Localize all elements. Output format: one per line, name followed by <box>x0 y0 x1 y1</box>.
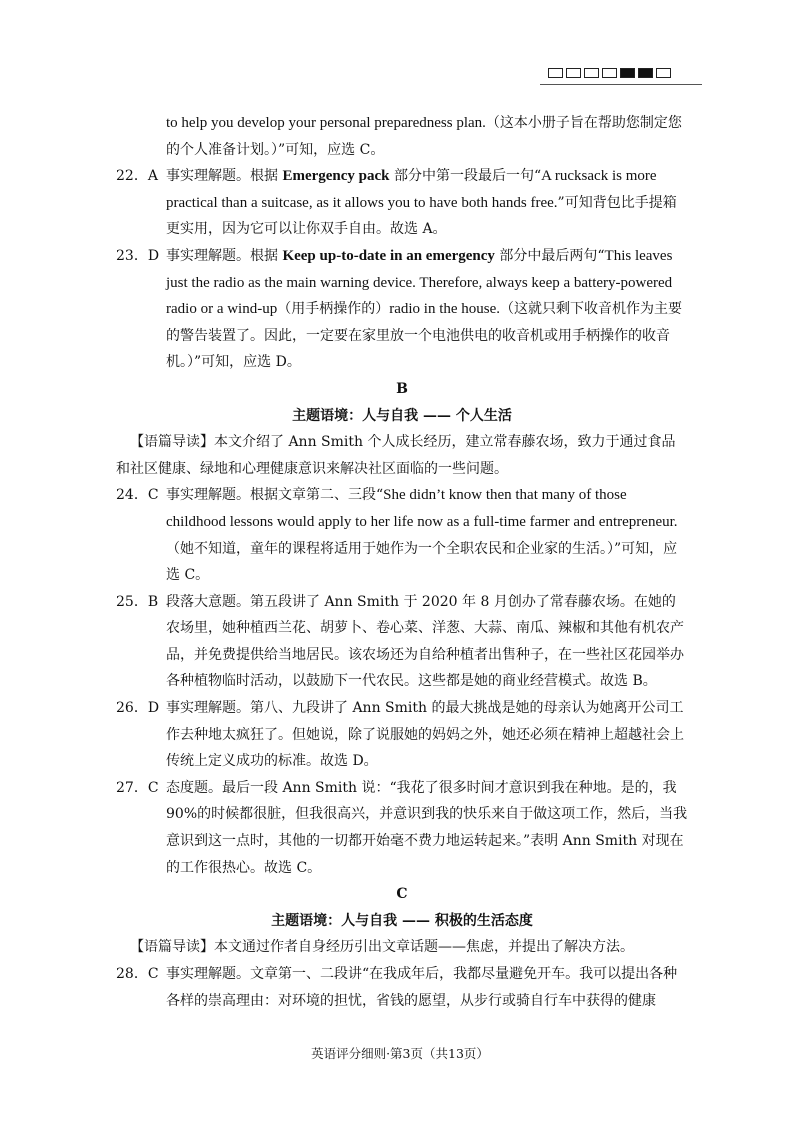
question-number: 23．D <box>116 247 160 264</box>
answer-q24: 24．C 事实理解题。根据文章第二、三段“She didn’t know then that many of those childhood lessons would apply to her life now as a full-time farmer and entrepreneur.（她不知道，童年的课程将适用于她作为一个全职农民和企业家的生活。）”可知，应选 C。 <box>116 482 688 588</box>
section-reference: Emergency pack <box>282 168 390 185</box>
header-mark <box>620 68 635 78</box>
section-theme-b: 主题语境：人与自我 —— 个人生活 <box>292 407 512 424</box>
header-mark <box>584 68 599 78</box>
answer-q26: 26．D 事实理解题。第八、九段讲了 Ann Smith 的最大挑战是她的母亲认为她离开公司工作去种地太疯狂了。但她说，除了说服她的妈妈之外，她还必须在精神上超越社会上传统上定义成功的标准。故选 D。 <box>116 695 688 775</box>
answer-q25: 25．B 段落大意题。第五段讲了 Ann Smith 于 2020 年 8 月创办了常春藤农场。在她的农场里，她种植西兰花、胡萝卜、卷心菜、洋葱、大蒜、南瓜、辣椒和其他有机农产品，并免费提供给当地居民。该农场还为自给种植者出售种子，在一些社区花园举办各种植物临时活动，以鼓励下一代农民。这些都是她的商业经营模式。故选 B。 <box>116 589 688 695</box>
header-mark <box>566 68 581 78</box>
header-mark <box>602 68 617 78</box>
question-number: 22．A <box>116 168 158 185</box>
passage-guide-c: 【语篇导读】本文通过作者自身经历引出文章话题——焦虑，并提出了解决方法。 <box>130 939 634 956</box>
quoted-text: A rucksack is more practical than a suitcase, as it allows you to have both hands free. <box>166 168 657 211</box>
answer-q22: 22．A 事实理解题。根据 Emergency pack 部分中第一段最后一句“A rucksack is more practical than a suitcase, as it allows you to have both hands free.”可知背包比手提箱更实用，因为它可以让你双手自由。故选 A。 <box>116 163 688 243</box>
header-mark <box>548 68 563 78</box>
question-number: 25．B <box>116 593 159 610</box>
section-letter-c: C <box>396 886 408 903</box>
section-theme-c: 主题语境：人与自我 —— 积极的生活态度 <box>271 912 533 929</box>
header-mark <box>656 68 671 78</box>
answer-q28: 28．C 事实理解题。文章第一、二段讲“在我成年后，我都尽量避免开车。我可以提出各种各样的崇高理由：对环境的担忧，省钱的愿望，从步行或骑自行车中获得的健康 <box>116 961 688 1014</box>
passage-guide-b: 【语篇导读】本文介绍了 Ann Smith 个人成长经历，建立常春藤农场，致力于通过食品和社区健康、绿地和心理健康意识来解决社区面临的一些问题。 <box>116 434 676 477</box>
q21-continuation: to help you develop your personal preparedness plan.（这本小册子旨在帮助您制定您的个人准备计划。）”可知，应选 C。 <box>166 115 682 158</box>
question-number: 28．C <box>116 966 159 982</box>
section-reference: Keep up-to-date in an emergency <box>282 247 495 264</box>
question-number: 27．C <box>116 779 159 796</box>
header-mark <box>638 68 653 78</box>
header-marks <box>548 68 671 78</box>
question-number: 24．C <box>116 487 159 504</box>
quoted-text: This leaves just the radio as the main warning device. Therefore, always keep a battery-powered radio or a wind-up <box>166 247 673 318</box>
answer-q23: 23．D 事实理解题。根据 Keep up-to-date in an emergency 部分中最后两句“This leaves just the radio as the main warning device. Therefore, always keep a battery-powered radio or a wind-up（用手柄操作的）radio in the house.（这就只剩下收音机作为主要的警告装置了。因此，一定要在家里放一个电池供电的收音机或用手柄操作的收音机。）”可知，应选 D。 <box>116 243 688 376</box>
quoted-text: radio in the house. <box>389 301 501 318</box>
answer-q27: 27．C 态度题。最后一段 Ann Smith 说：“我花了很多时间才意识到我在种地。是的，我 90%的时候都很脏，但我很高兴，并意识到我的快乐来自于做这项工作，然后，当我意识到这一点时，其他的一切都开始毫不费力地运转起来。”表明 Ann Smith 对现在的工作很热心。故选 C。 <box>116 775 688 881</box>
header-rule <box>540 84 702 85</box>
section-letter-b: B <box>396 380 408 397</box>
question-number: 26．D <box>116 700 160 717</box>
document-body <box>116 110 688 1014</box>
quoted-text: She didn’t know then that many of those childhood lessons would apply to her life now as a full-time farmer and entrepreneur. <box>166 487 678 530</box>
page-footer: 英语评分细则·第3页（共13页） <box>311 1046 489 1061</box>
